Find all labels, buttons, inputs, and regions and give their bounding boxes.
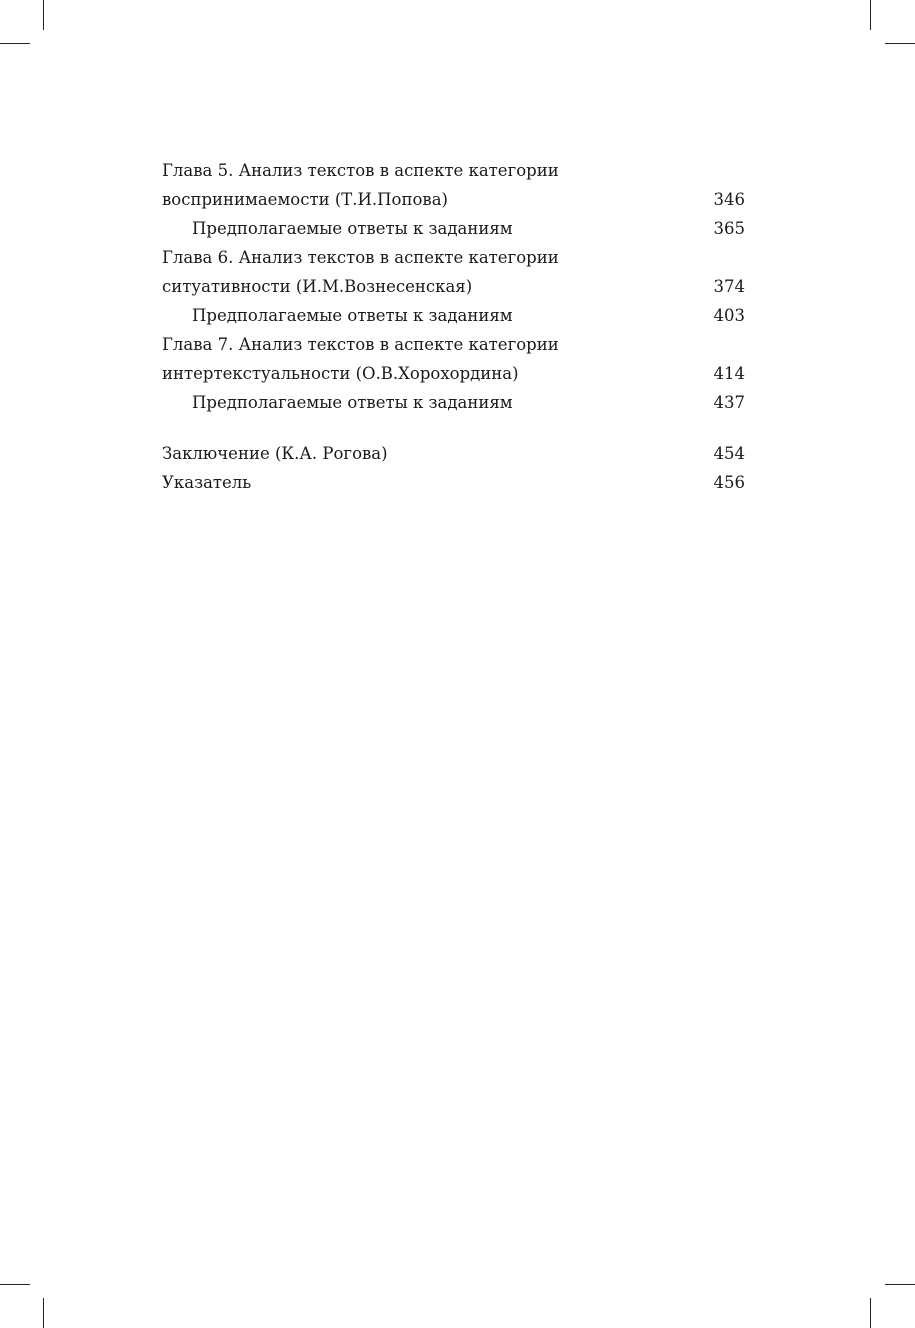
toc-entry-title: Заключение (К.А. Рогова)	[162, 444, 388, 463]
toc-entry-title: Предполагаемые ответы к заданиям	[192, 306, 513, 325]
toc-entry-title: Предполагаемые ответы к заданиям	[192, 219, 513, 238]
crop-mark-top-left-horizontal	[0, 43, 30, 44]
toc-entry-title: Глава 5. Анализ текстов в аспекте категории	[162, 161, 559, 180]
crop-mark-bottom-left-vertical	[43, 1298, 44, 1328]
crop-mark-bottom-right-vertical	[870, 1298, 871, 1328]
toc-entry-index	[162, 468, 745, 497]
crop-mark-bottom-left-horizontal	[0, 1284, 30, 1285]
toc-entry-chapter-5-line-1	[162, 156, 745, 185]
toc-entry-chapter-5-line-2	[162, 185, 745, 214]
crop-mark-top-right-horizontal	[885, 43, 915, 44]
toc-entry-title: интертекстуальности (О.В.Хорохордина)	[162, 364, 519, 383]
toc-entry-chapter-6-line-2	[162, 272, 745, 301]
toc-page-number: 374	[713, 277, 745, 296]
toc-page-number: 454	[713, 444, 745, 463]
table-of-contents	[162, 156, 745, 497]
toc-page-number: 437	[713, 393, 745, 412]
toc-entry-title: ситуативности (И.М.Вознесенская)	[162, 277, 473, 296]
toc-section-gap	[162, 417, 745, 439]
toc-page-number: 365	[713, 219, 745, 238]
toc-entry-chapter-6-answers	[162, 301, 745, 330]
toc-entry-chapter-5-answers	[162, 214, 745, 243]
toc-entry-title: воспринимаемости (Т.И.Попова)	[162, 190, 448, 209]
crop-mark-top-left-vertical	[43, 0, 44, 30]
crop-mark-top-right-vertical	[870, 0, 871, 30]
toc-entry-conclusion	[162, 439, 745, 468]
toc-page-number: 456	[713, 473, 745, 492]
toc-entry-chapter-6-line-1	[162, 243, 745, 272]
toc-entry-title: Указатель	[162, 473, 252, 492]
toc-entry-chapter-7-answers	[162, 388, 745, 417]
toc-entry-chapter-7-line-2	[162, 359, 745, 388]
toc-page-number: 346	[713, 190, 745, 209]
toc-entry-title: Глава 6. Анализ текстов в аспекте категории	[162, 248, 559, 267]
toc-page-number: 403	[713, 306, 745, 325]
crop-mark-bottom-right-horizontal	[885, 1284, 915, 1285]
toc-entry-title: Глава 7. Анализ текстов в аспекте категории	[162, 335, 559, 354]
toc-page-number: 414	[713, 364, 745, 383]
toc-entry-chapter-7-line-1	[162, 330, 745, 359]
toc-entry-title: Предполагаемые ответы к заданиям	[192, 393, 513, 412]
